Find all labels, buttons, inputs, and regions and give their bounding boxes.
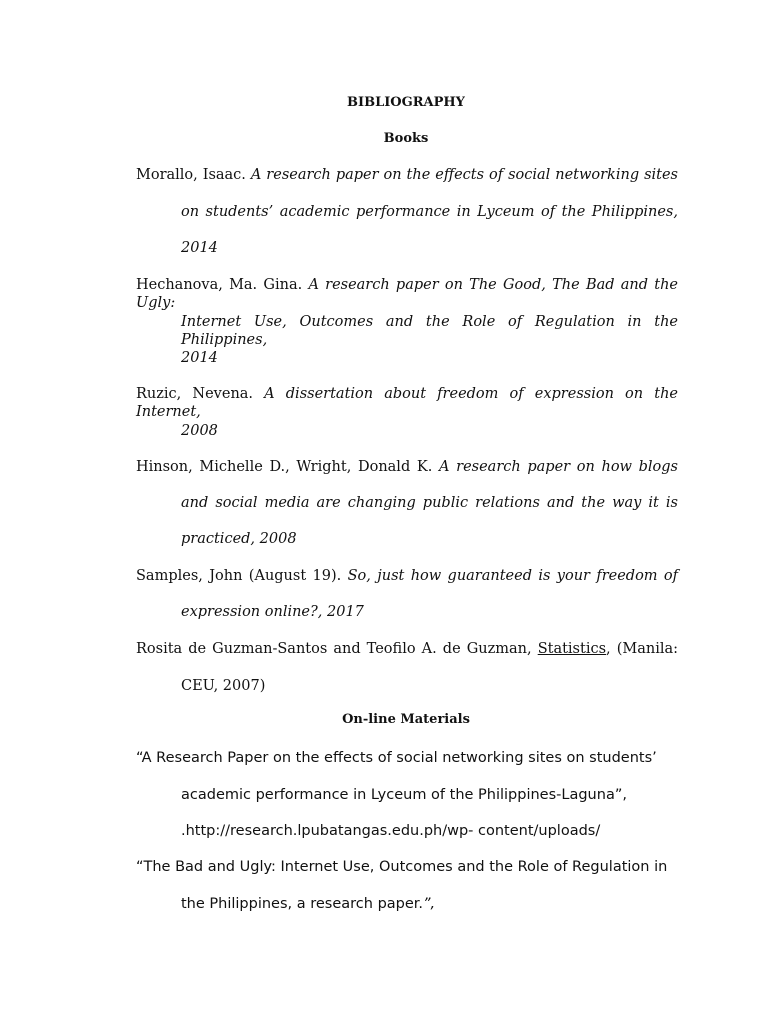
book-year: CEU, 2007) xyxy=(181,678,266,694)
online-entry-line xyxy=(181,895,435,913)
book-author: Hinson, Michelle D., Wright, Donald K. xyxy=(136,459,439,475)
online-entry-line: “A Research Paper on the effects of social networking sites on students’ xyxy=(136,750,657,766)
book-entry-line xyxy=(136,640,678,658)
book-year: 2014 xyxy=(181,240,218,256)
online-entry-url: .http://research.lpubatangas.edu.ph/wp- content/uploads/ xyxy=(181,823,601,839)
book-entry-line xyxy=(136,276,678,312)
book-year: 2008 xyxy=(181,423,218,439)
book-entry-line xyxy=(136,567,678,585)
book-year: expression online?, 2017 xyxy=(181,604,364,620)
book-year: 2014 xyxy=(181,350,218,366)
online-entry-quote: ”, xyxy=(423,896,436,912)
book-author: Samples, John (August 19). xyxy=(136,568,348,584)
book-title: A dissertation about freedom of expression on the Internet, xyxy=(136,386,678,420)
book-year: practiced, 2008 xyxy=(181,531,297,547)
online-entry-text: the Philippines, a research paper. xyxy=(181,896,424,912)
book-title-continued: on students’ academic performance in Lyceum of the Philippines, xyxy=(181,204,678,220)
book-author: Hechanova, Ma. Gina. xyxy=(136,277,309,293)
book-title: A research paper on the effects of social networking sites xyxy=(250,167,678,183)
book-title-continued: Internet Use, Outcomes and the Role of Regulation in the Philippines, xyxy=(181,314,678,348)
book-author: Ruzic, Nevena. xyxy=(136,386,265,402)
books-heading: Books xyxy=(383,131,429,146)
page-title: BIBLIOGRAPHY xyxy=(347,95,465,110)
book-author: Rosita de Guzman-Santos and Teofilo A. de Guzman, xyxy=(136,641,538,657)
book-title: Statistics xyxy=(537,641,607,657)
book-entry-line xyxy=(136,385,678,421)
book-title-continued: and social media are changing public relations and the way it is xyxy=(181,495,678,511)
online-heading: On-line Materials xyxy=(342,712,470,727)
book-entry-line xyxy=(136,458,678,476)
online-entry-line: academic performance in Lyceum of the Philippines-Laguna”, xyxy=(181,787,627,803)
book-title: A research paper on The Good, The Bad and the Ugly: xyxy=(136,277,678,311)
book-publisher: , (Manila: xyxy=(606,641,678,657)
book-author: Morallo, Isaac. xyxy=(136,167,251,183)
online-entry-line: “The Bad and Ugly: Internet Use, Outcomes and the Role of Regulation in xyxy=(136,859,668,875)
book-entry-line xyxy=(136,166,678,184)
book-title: So, just how guaranteed is your freedom of xyxy=(347,568,678,584)
book-title: A research paper on how blogs xyxy=(439,459,678,475)
